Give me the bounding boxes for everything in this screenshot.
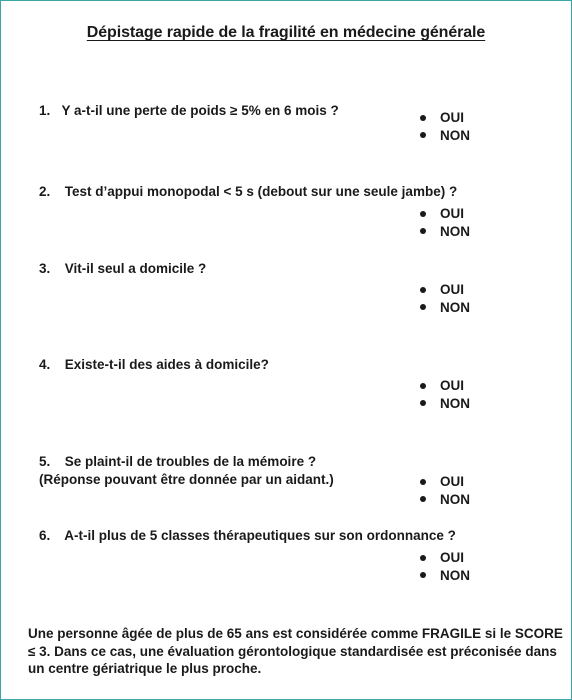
bullet-icon: [420, 228, 426, 234]
question-number: 4.: [39, 357, 51, 372]
bullet-icon: [420, 211, 426, 217]
question-5-note: [39, 471, 334, 489]
question-number: 6.: [39, 528, 51, 543]
option-oui[interactable]: [420, 281, 470, 299]
question-3: [39, 260, 206, 278]
question-text: Se plaint-il de troubles de la mémoire ?: [64, 454, 317, 469]
question-5: [39, 453, 316, 471]
option-oui[interactable]: [420, 377, 470, 395]
option-oui[interactable]: [420, 205, 470, 223]
option-label: NON: [440, 299, 470, 315]
option-oui[interactable]: [420, 109, 470, 127]
option-label: OUI: [440, 206, 465, 221]
question-text: Y a-t-il une perte de poids ≥ 5% en 6 mois ?: [61, 103, 339, 118]
option-label: OUI: [440, 378, 465, 393]
bullet-icon: [420, 304, 426, 310]
option-oui[interactable]: [420, 473, 470, 491]
question-6-options: [420, 549, 470, 584]
bullet-icon: [420, 132, 426, 138]
score-interpretation: Une personne âgée de plus de 65 ans est considérée comme FRAGILE si le SCORE ≤ 3. Dans ce cas, une évaluation gérontologique standardisée est préconisée dans un centre gériatrique le plus proche.: [28, 626, 563, 676]
question-text: Existe-t-il des aides à domicile?: [64, 357, 269, 372]
question-4: [39, 356, 269, 374]
option-non[interactable]: [420, 299, 470, 317]
option-label: OUI: [440, 110, 465, 125]
question-1-options: [420, 109, 470, 144]
bullet-icon: [420, 479, 426, 485]
document-title: Dépistage rapide de la fragilité en médecine générale: [86, 24, 486, 41]
question-1: [39, 102, 339, 120]
question-4-options: [420, 377, 470, 412]
option-non[interactable]: [420, 127, 470, 145]
question-5-options: [420, 473, 470, 508]
question-2: [39, 183, 457, 201]
question-note: (Réponse pouvant être donnée par un aidant.): [39, 472, 334, 487]
option-label: NON: [440, 491, 470, 507]
bullet-icon: [420, 115, 426, 121]
option-label: OUI: [440, 282, 465, 297]
option-label: NON: [440, 395, 470, 411]
option-non[interactable]: [420, 491, 470, 509]
bullet-icon: [420, 287, 426, 293]
option-non[interactable]: [420, 567, 470, 585]
bullet-icon: [420, 496, 426, 502]
question-text: Vit-il seul a domicile ?: [64, 261, 207, 276]
question-3-options: [420, 281, 470, 316]
bullet-icon: [420, 555, 426, 561]
bullet-icon: [420, 400, 426, 406]
option-label: NON: [440, 223, 470, 239]
bullet-icon: [420, 383, 426, 389]
question-text: A-t-il plus de 5 classes thérapeutiques sur son ordonnance ?: [64, 528, 456, 543]
option-label: OUI: [440, 474, 465, 489]
option-non[interactable]: [420, 223, 470, 241]
question-6: [39, 527, 456, 545]
question-2-options: [420, 205, 470, 240]
bullet-icon: [420, 572, 426, 578]
question-text: Test d’appui monopodal < 5 s (debout sur une seule jambe) ?: [64, 184, 458, 199]
question-number: 3.: [39, 261, 51, 276]
option-non[interactable]: [420, 395, 470, 413]
option-label: NON: [440, 567, 470, 583]
option-label: OUI: [440, 550, 465, 565]
question-number: 5.: [39, 454, 51, 469]
option-label: NON: [440, 127, 470, 143]
question-number: 1.: [39, 103, 51, 118]
question-number: 2.: [39, 184, 51, 199]
option-oui[interactable]: [420, 549, 470, 567]
